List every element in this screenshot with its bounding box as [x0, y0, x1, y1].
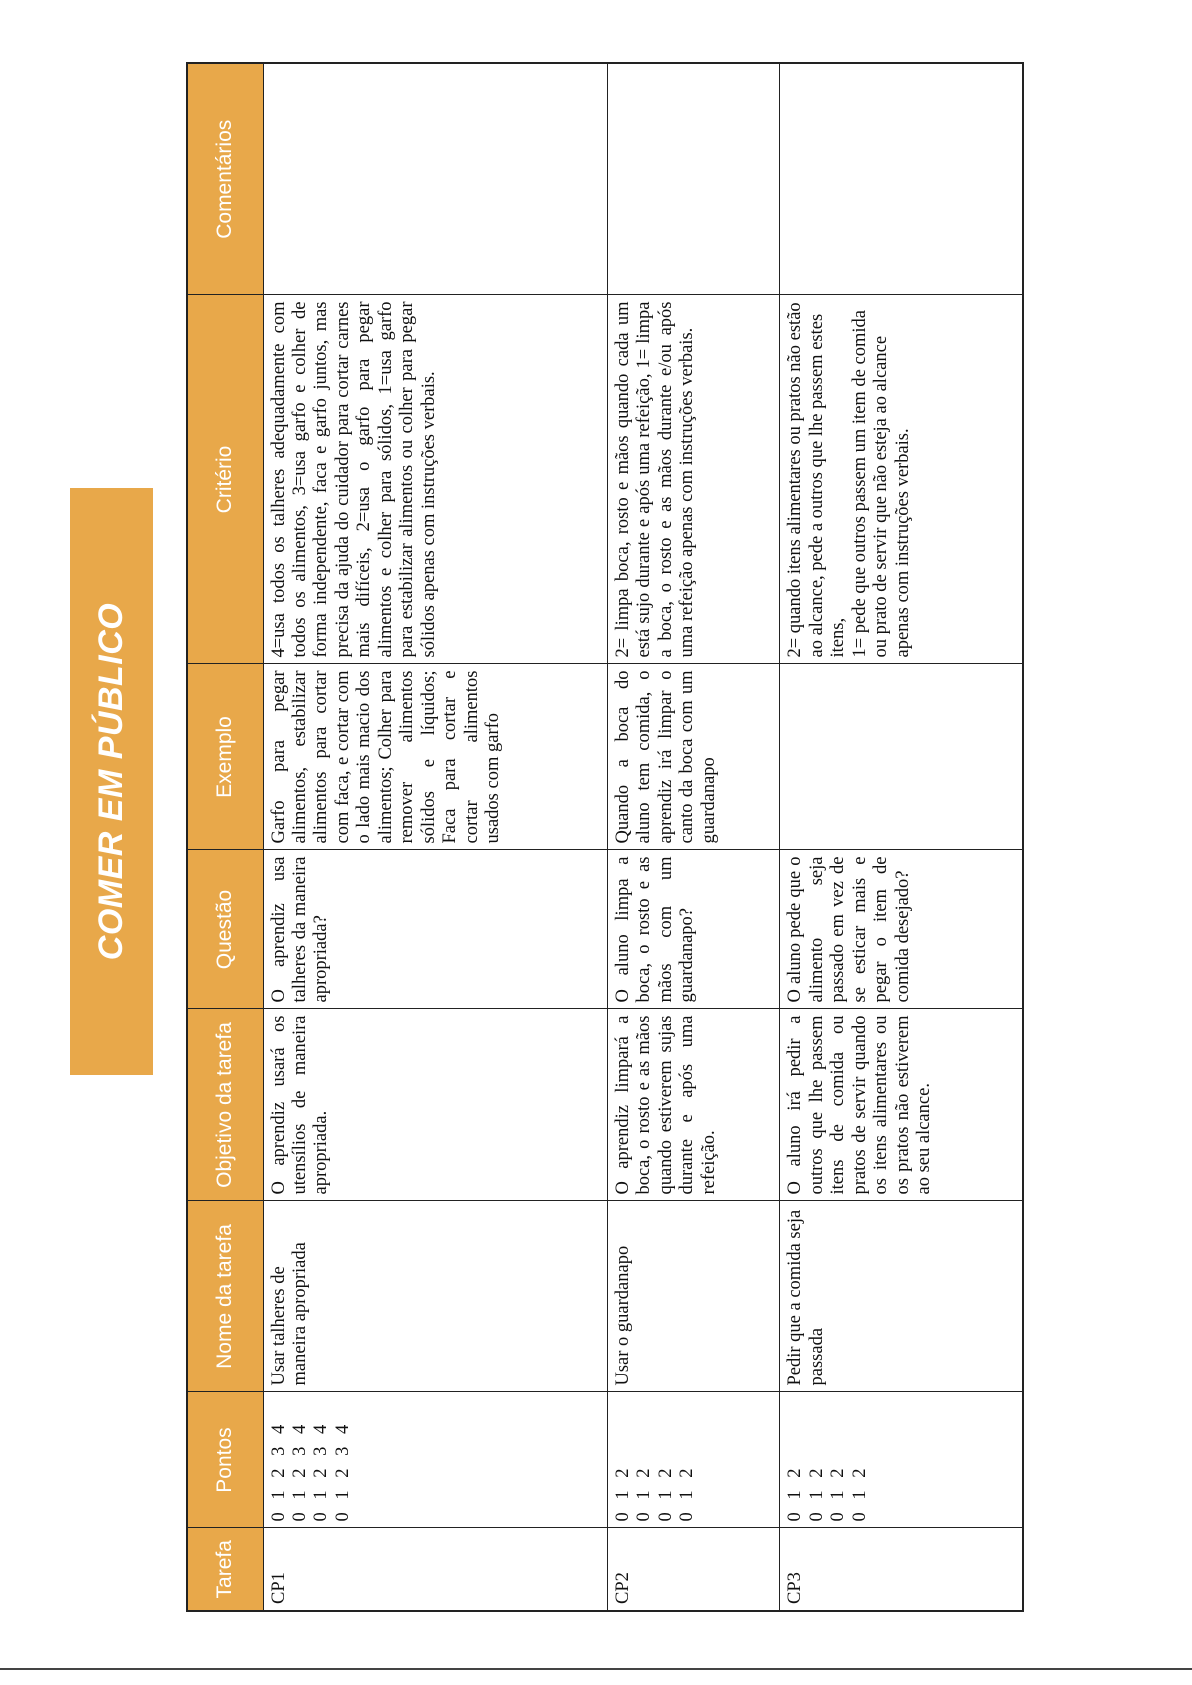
comentarios-cell: [263, 63, 608, 295]
column-header-criterio: Critério: [187, 295, 263, 664]
nome-cell: Usar o guardanapo: [608, 1201, 780, 1392]
tarefa-cell: CP2: [608, 1528, 780, 1611]
criterio-cell: [608, 295, 780, 664]
objetivo-cell: O aluno irá pedir a outros que lhe passem itens de comida ou pratos de servir quando os itens alimentares ou os pratos não estiverem ao seu alcance.: [780, 1009, 1023, 1201]
pontos-scale: 0 1 2 3 4: [332, 1420, 353, 1522]
pontos-scale: 0 1 2: [634, 1464, 655, 1522]
pontos-scale: 0 1 2: [613, 1464, 634, 1522]
pontos-cell: [263, 1392, 608, 1528]
column-header-pontos: Pontos: [187, 1392, 263, 1528]
criterio-line: 2= quando itens alimentares ou pratos não estão ao alcance, pede a outros que lhe passem estes itens,: [785, 302, 849, 658]
table-row: [263, 63, 608, 1611]
pontos-scale: 0 1 2 3 4: [268, 1420, 289, 1522]
column-header-exemplo: Exemplo: [187, 664, 263, 850]
pontos-cell: [780, 1392, 1023, 1528]
table-row: [780, 63, 1023, 1611]
pontos-scale: 0 1 2: [785, 1464, 806, 1522]
column-header-nome: Nome da tarefa: [187, 1201, 263, 1392]
pontos-scale: 0 1 2: [655, 1464, 676, 1522]
pontos-scale: 0 1 2: [849, 1464, 870, 1522]
comentarios-cell: [608, 63, 780, 295]
column-header-tarefa: Tarefa: [187, 1528, 263, 1611]
task-table: [186, 62, 1024, 1612]
nome-cell: Pedir que a comida seja passada: [780, 1201, 1023, 1392]
tarefa-cell: CP3: [780, 1528, 1023, 1611]
questao-cell: O aluno pede que o alimento seja passado em vez de se esticar mais e pegar o item de comida desejado?: [780, 850, 1023, 1009]
exemplo-cell: [780, 664, 1023, 850]
criterio-cell: [263, 295, 608, 664]
questao-cell: O aluno limpa a boca, o rosto e as mãos com um guardanapo?: [608, 850, 780, 1009]
header-row: [187, 63, 263, 1611]
pontos-scale: 0 1 2: [677, 1464, 698, 1522]
criterio-line: 1= pede que outros passem um item de comida ou prato de servir que não esteja ao alcance apenas com instruções verbais.: [849, 310, 913, 658]
table-container: [186, 64, 1024, 1612]
column-header-questao: Questão: [187, 850, 263, 1009]
objetivo-cell: O aprendiz limpará a boca, o rosto e as mãos quando estiverem sujas durante e após uma refeição.: [608, 1009, 780, 1201]
page-bottom-rule: [0, 1668, 1192, 1670]
column-header-comentarios: Comentários: [187, 63, 263, 295]
criterio-line: 2= limpa boca, rosto e mãos quando cada um está sujo durante e após uma refeição, 1= limpa a boca, o rosto e as mãos durante e/ou após uma refeição apenas com instruções verbais.: [613, 301, 698, 658]
exemplo-cell: Garfo para pegar alimentos, estabilizar alimentos para cortar com faca, e cortar com o lado mais macio dos alimentos; Colher para remover alimentos sólidos e líquidos; Faca para cortar e cortar alimentos usados com garfo: [263, 664, 608, 850]
criterio-line: 4=usa todos os talheres adequadamente com todos os alimentos, 3=usa garfo e colher de forma independente, faca e garfo juntos, mas precisa da ajuda do cuidador para cortar carnes mais difíceis, 2=usa o garfo para pegar alimentos e colher para sólidos, 1=usa garfo para estabilizar alimentos ou colher para pegar sólidos apenas com instruções verbais.: [268, 301, 439, 658]
column-header-objetivo: Objetivo da tarefa: [187, 1009, 263, 1201]
exemplo-cell: Quando a boca do aluno tem comida, o aprendiz irá limpar o canto da boca com um guardanapo: [608, 664, 780, 850]
nome-cell: Usar talheres de maneira apropriada: [263, 1201, 608, 1392]
tarefa-cell: CP1: [263, 1528, 608, 1611]
questao-cell: O aprendiz usa talheres da maneira apropriada?: [263, 850, 608, 1009]
criterio-cell: [780, 295, 1023, 664]
pontos-scale: 0 1 2: [806, 1464, 827, 1522]
comentarios-cell: [780, 63, 1023, 295]
pontos-scale: 0 1 2 3 4: [289, 1420, 310, 1522]
rotated-table-frame: [186, 64, 1024, 1612]
pontos-scale: 0 1 2: [828, 1464, 849, 1522]
pontos-scale: 0 1 2 3 4: [311, 1420, 332, 1522]
objetivo-cell: O aprendiz usará os utensílios de maneira apropriada.: [263, 1009, 608, 1201]
pontos-cell: [608, 1392, 780, 1528]
table-row: [608, 63, 780, 1611]
page-title: COMER EM PÚBLICO: [91, 602, 130, 960]
